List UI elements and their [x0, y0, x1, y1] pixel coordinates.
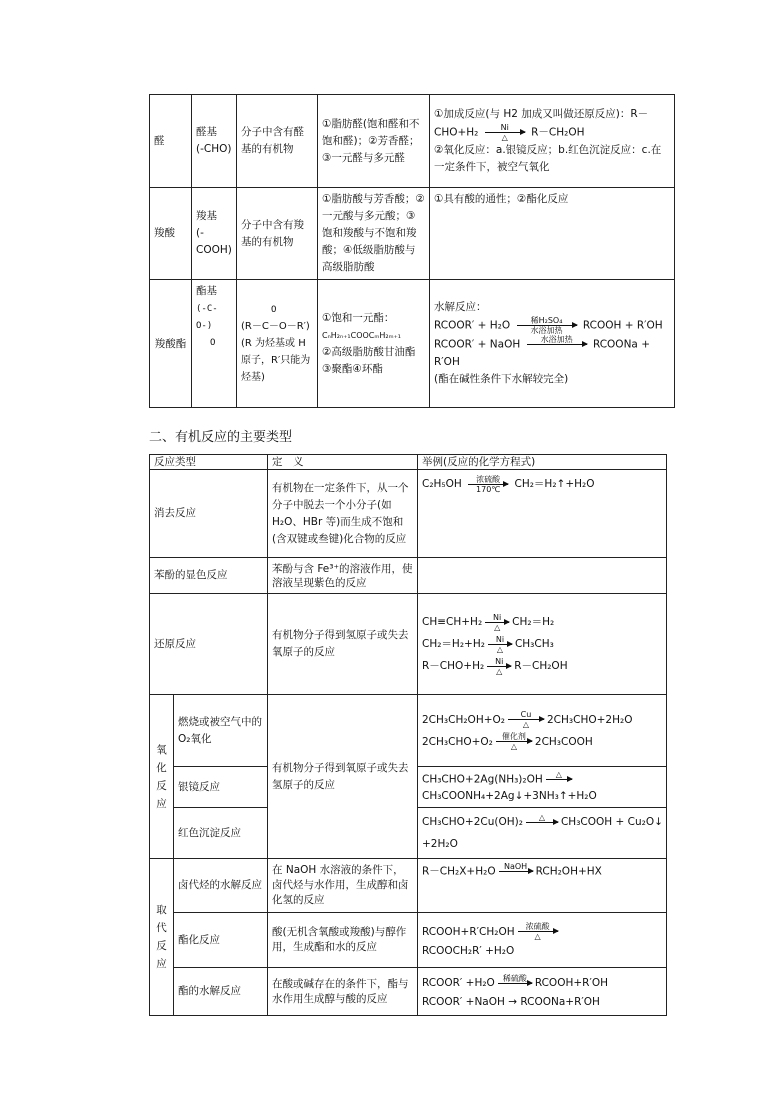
structure-desc: O (R－C－O－R′) (R 为烃基或 H 原子，R′只能为烃基) — [237, 280, 318, 408]
reaction-arrow: NaOH — [499, 862, 533, 881]
table-header-row — [150, 455, 667, 470]
properties: 水解反应： RCOOR′ + H₂O 稀H₂SO₄ 水浴加热 RCOOH + R′OH RCOOR′ + NaOH 水浴加热 RCOONa + R′OH (酯在碱性条件下水解较完全) — [430, 280, 675, 408]
example — [418, 594, 667, 695]
equation: RCOOR′ +H₂O 稀硫酸 RCOOH+R′OH — [422, 972, 662, 994]
classification: ①脂肪醛(饱和醛和不饱和醛)；②芳香醛；③一元醛与多元醛 — [318, 95, 430, 188]
sub-type: 燃烧或被空气中的 O₂氧化 — [174, 695, 268, 767]
example — [418, 558, 667, 594]
table-row-substitution-esterification — [150, 913, 667, 968]
reaction-arrow: △ — [546, 770, 572, 789]
table-row-aldehyde — [150, 95, 675, 188]
equation: R－CHO+H₂ Ni △ R－CH₂OH — [422, 656, 568, 676]
equation: 2CH₃CH₂OH+O₂ Cu △ 2CH₃CHO+2H₂O — [422, 710, 633, 729]
col-header-definition: 定 义 — [268, 455, 418, 470]
definition: 在 NaOH 水溶液的条件下，卤代烃与水作用，生成醇和卤化氢的反应 — [268, 859, 418, 913]
functional-group: 酯基 (-C-O-) O — [192, 280, 237, 408]
functional-group: 羧基 (-COOH) — [192, 188, 237, 280]
example — [418, 859, 667, 913]
equation: CH≡CH+H₂ Ni △ CH₂＝H₂ — [422, 612, 555, 632]
sub-type: 酯化反应 — [174, 913, 268, 968]
reaction-arrow: 水浴加热 — [527, 335, 587, 354]
structure-desc: 分子中含有醛基的有机物 — [237, 95, 318, 188]
reaction-arrow: Ni △ — [485, 123, 525, 142]
reaction-arrow: Ni △ — [488, 635, 512, 654]
definition: 有机物在一定条件下，从一个分子中脱去一个小分子(如 H₂O、HBr 等)而生成不饱和(含双键或叁键)化合物的反应 — [268, 470, 418, 558]
table-row-carboxylic-acid — [150, 188, 675, 280]
definition: 有机物分子得到氧原子或失去氢原子的反应 — [268, 695, 418, 859]
sub-type: 红色沉淀反应 — [174, 808, 268, 859]
definition: 有机物分子得到氢原子或失去氧原子的反应 — [268, 594, 418, 695]
reaction-type: 还原反应 — [150, 594, 268, 695]
reaction-types-table — [149, 454, 667, 1016]
reaction-arrow: Cu △ — [508, 710, 544, 729]
reaction-arrow: 稀H₂SO₄ 水浴加热 — [517, 316, 577, 335]
reaction-arrow: 浓硫酸 170℃ — [468, 475, 508, 494]
reaction-arrow: 浓硫酸 △ — [518, 922, 558, 941]
sub-type: 银镜反应 — [174, 767, 268, 808]
example: RCOOR′ +H₂O 稀硫酸 RCOOH+R′OH RCOOR′ +NaOH → RCOONa+R′OH — [418, 968, 667, 1016]
equation: 2CH₃CHO+O₂ 催化剂 △ 2CH₃COOH — [422, 732, 593, 751]
example: C₂H₅OH 浓硫酸 170℃ CH₂＝H₂↑+H₂O — [418, 470, 667, 558]
example: CH₃CHO+2Ag(NH₃)₂OH △ CH₃COONH₄+2Ag↓+3NH₃↑+H₂O — [418, 767, 667, 808]
properties: ①具有酸的通性；②酯化反应 — [430, 188, 675, 280]
table-row-elimination — [150, 470, 667, 558]
equation: CH₃CHO+2Ag(NH₃)₂OH △ — [422, 770, 662, 789]
functional-group-table — [149, 94, 675, 408]
equation: R－CH₂X+H₂O NaOH RCH₂OH+HX — [422, 862, 662, 881]
class-name: 羧酸酯 — [150, 280, 192, 408]
reaction-type: 氧化反应 — [150, 695, 174, 859]
definition: 在酸或碱存在的条件下，酯与水作用生成醇与酸的反应 — [268, 968, 418, 1016]
properties: ①加成反应(与 H2 加成又叫做还原反应)：R－ CHO+H₂ Ni △ R－CH₂OH ②氧化反应：a.银镜反应；b.红色沉淀反应：c.在一定条件下，被空气氧化 — [430, 95, 675, 188]
reaction-arrow: Ni △ — [485, 613, 509, 632]
reaction-type: 取代反应 — [150, 859, 174, 1016]
reaction-arrow: △ — [526, 813, 558, 832]
example: RCOOH+R′CH₂OH 浓硫酸 △ RCOOCH₂R′ +H₂O — [418, 913, 667, 968]
class-name: 羧酸 — [150, 188, 192, 280]
definition: 酸(无机含氧酸或羧酸)与醇作用，生成酯和水的反应 — [268, 913, 418, 968]
table-row-phenol-color — [150, 558, 667, 594]
table-row-substitution-halide — [150, 859, 667, 913]
classification: ①饱和一元酯： CₙH₂ₙ₊₁COOCₘH₂ₘ₊₁ ②高级脂肪酸甘油酯 ③聚酯④环酯 — [318, 280, 430, 408]
definition: 苯酚与含 Fe³⁺的溶液作用，使溶液呈现紫色的反应 — [268, 558, 418, 594]
reaction-arrow: 稀硫酸 — [498, 974, 532, 993]
sub-type: 卤代烃的水解反应 — [174, 859, 268, 913]
functional-group: 醛基 (-CHO) — [192, 95, 237, 188]
ester-group-formula: (-C-O-) O — [196, 304, 218, 348]
reaction-arrow: 催化剂 △ — [496, 732, 532, 751]
equation: CH₃CHO+2Cu(OH)₂ △ CH₃COOH + Cu₂O↓ — [422, 811, 662, 833]
table-row-reduction — [150, 594, 667, 695]
equation: CH₂＝H₂+H₂ Ni △ CH₃CH₃ — [422, 634, 554, 654]
reaction-type: 消去反应 — [150, 470, 268, 558]
table-row-substitution-ester-hydrolysis — [150, 968, 667, 1016]
equation: RCOOH+R′CH₂OH 浓硫酸 △ — [422, 921, 662, 943]
reaction-type: 苯酚的显色反应 — [150, 558, 268, 594]
table-row-oxidation-combustion — [150, 695, 667, 767]
table-row-ester — [150, 280, 675, 408]
example — [418, 695, 667, 767]
classification: ①脂肪酸与芳香酸；②一元酸与多元酸；③饱和羧酸与不饱和羧酸；④低级脂肪酸与高级脂肪酸 — [318, 188, 430, 280]
example: CH₃CHO+2Cu(OH)₂ △ CH₃COOH + Cu₂O↓ +2H₂O — [418, 808, 667, 859]
sub-type: 酯的水解反应 — [174, 968, 268, 1016]
structure-desc: 分子中含有羧基的有机物 — [237, 188, 318, 280]
col-header-example: 举例(反应的化学方程式) — [418, 455, 667, 470]
class-name: 醛 — [150, 95, 192, 188]
section-heading: 二、有机反应的主要类型 — [149, 430, 293, 445]
col-header-type: 反应类型 — [150, 455, 268, 470]
reaction-arrow: Ni △ — [487, 657, 511, 676]
